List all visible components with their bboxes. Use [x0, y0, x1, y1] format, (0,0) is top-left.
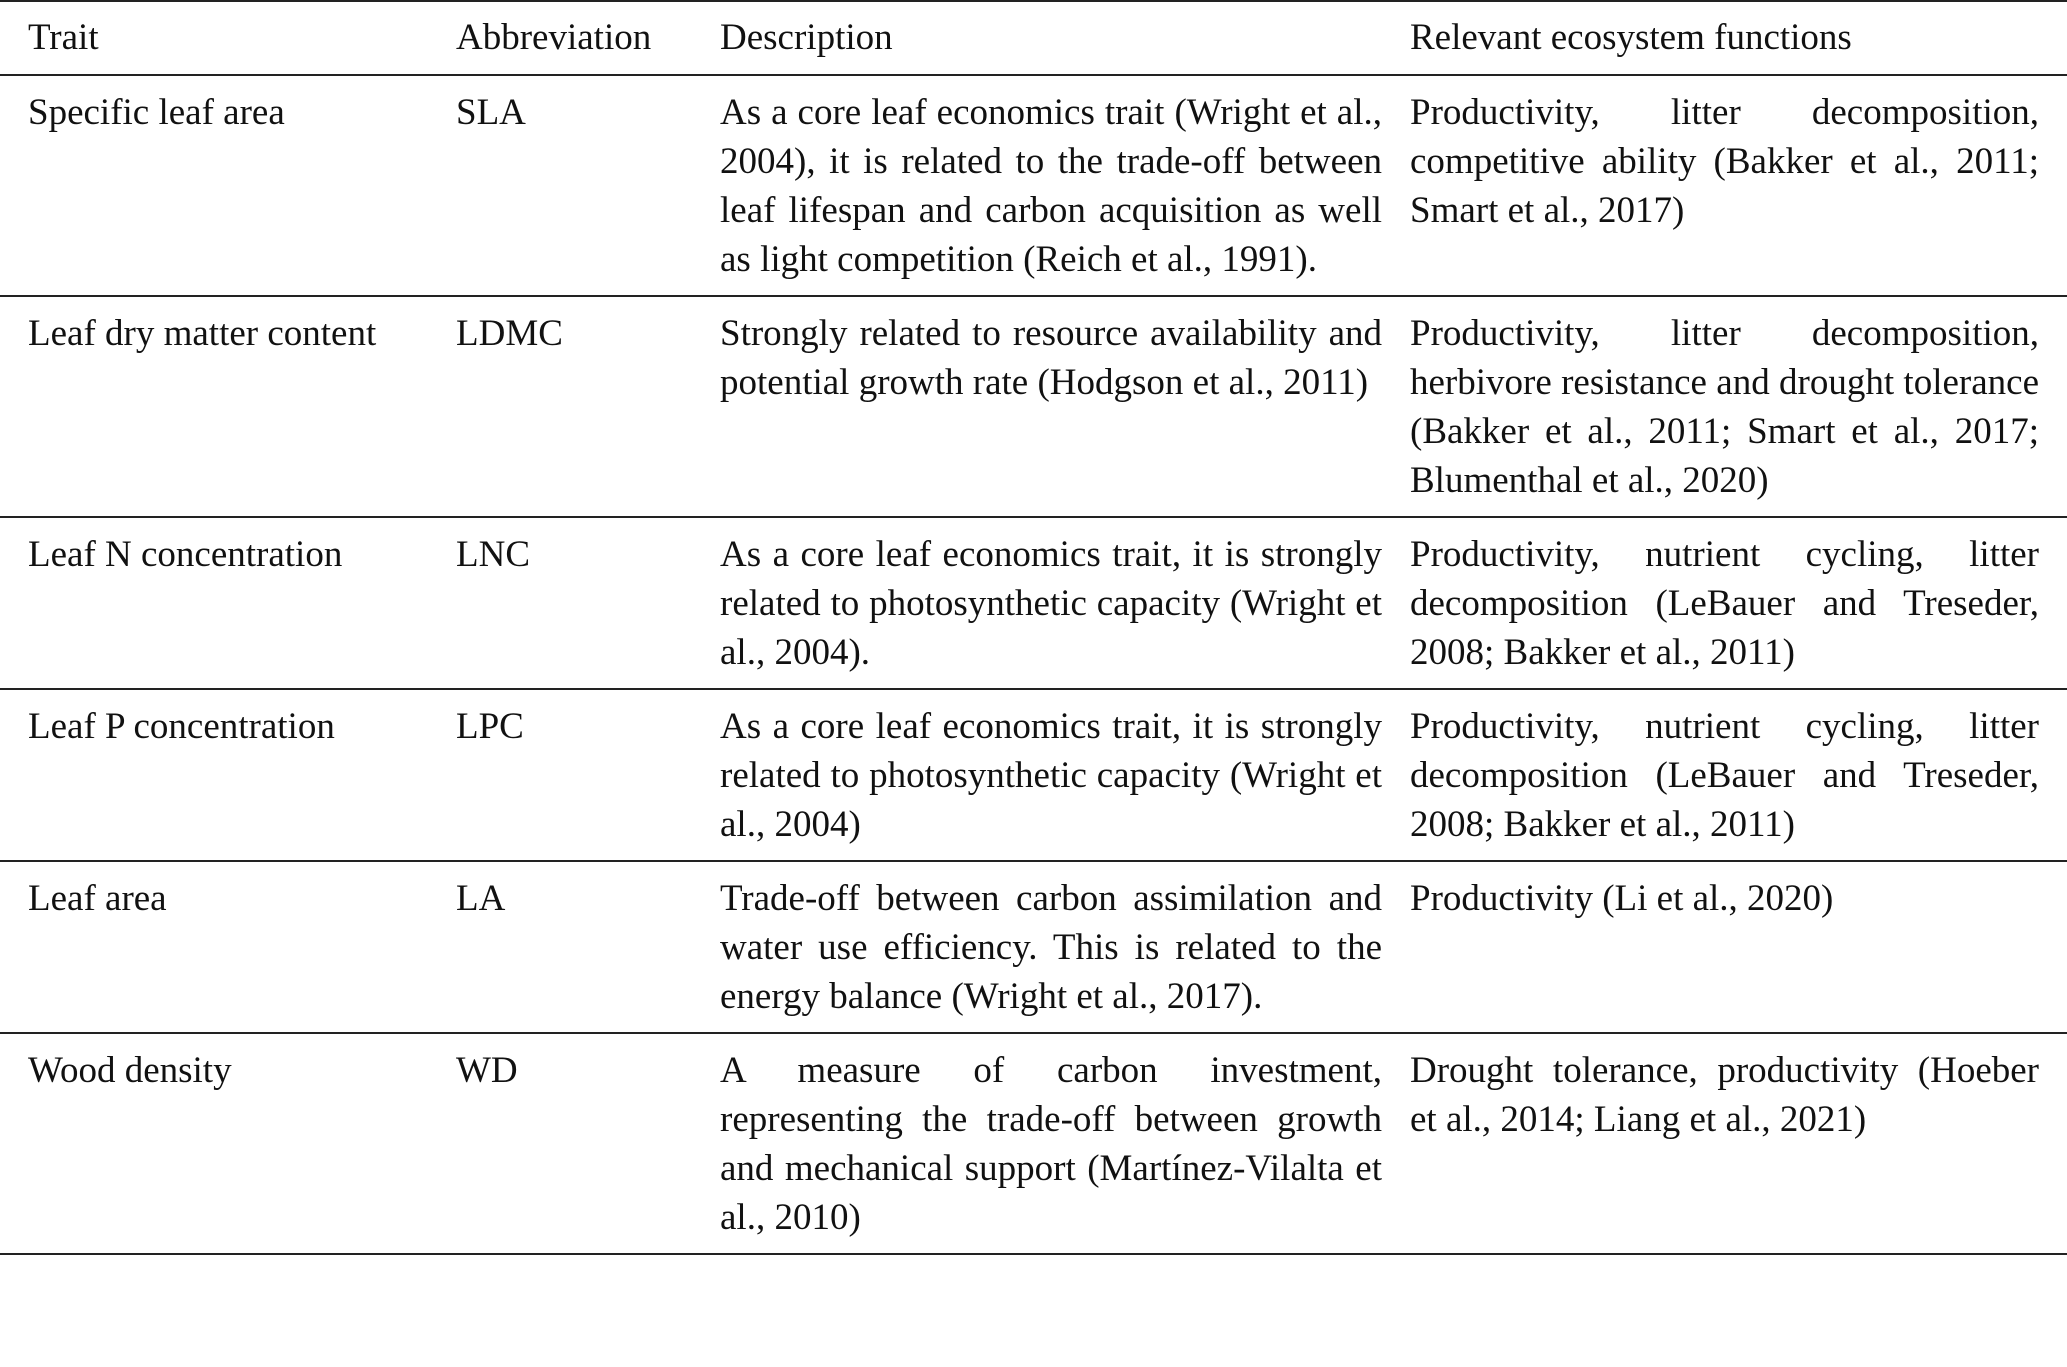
table-row — [0, 689, 2067, 861]
table-row — [0, 75, 2067, 296]
cell-description: A measure of carbon investment, representing the trade-off between growth and mechanical support (Martínez-Vilalta et al., 2010) — [720, 1050, 1382, 1238]
cell-functions: Productivity, nutrient cycling, litter decomposition (LeBauer and Treseder, 2008; Bakker et al., 2011) — [1410, 534, 2039, 673]
cell-trait: Leaf area — [28, 878, 167, 919]
cell-description: As a core leaf economics trait, it is strongly related to photosynthetic capacity (Wright et al., 2004) — [720, 706, 1382, 845]
cell-trait: Specific leaf area — [28, 92, 285, 133]
header-abbreviation: Abbreviation — [456, 17, 652, 58]
header-trait: Trait — [28, 17, 99, 58]
cell-trait: Wood density — [28, 1050, 232, 1091]
table-row — [0, 517, 2067, 689]
cell-description: Strongly related to resource availability and potential growth rate (Hodgson et al., 2011) — [720, 313, 1382, 403]
cell-trait: Leaf dry matter content — [28, 313, 377, 354]
cell-abbreviation: LDMC — [456, 313, 563, 354]
table-row — [0, 861, 2067, 1033]
header-functions: Relevant ecosystem functions — [1410, 17, 1852, 58]
cell-functions: Productivity, litter decomposition, competitive ability (Bakker et al., 2011; Smart et al., 2017) — [1410, 92, 2039, 231]
cell-trait: Leaf N concentration — [28, 534, 343, 575]
header-row — [0, 1, 2067, 75]
cell-abbreviation: LNC — [456, 534, 530, 575]
cell-description: As a core leaf economics trait (Wright et al., 2004), it is related to the trade-off between leaf lifespan and carbon acquisition as well as light competition (Reich et al., 1991). — [720, 92, 1382, 280]
cell-functions: Productivity, nutrient cycling, litter decomposition (LeBauer and Treseder, 2008; Bakker et al., 2011) — [1410, 706, 2039, 845]
cell-abbreviation: LA — [456, 878, 506, 919]
cell-abbreviation: LPC — [456, 706, 524, 747]
header-description: Description — [720, 17, 893, 58]
table-row — [0, 1033, 2067, 1254]
cell-abbreviation: WD — [456, 1050, 518, 1091]
table-row — [0, 296, 2067, 517]
table-body — [0, 75, 2067, 1254]
cell-trait: Leaf P concentration — [28, 706, 335, 747]
cell-functions: Productivity (Li et al., 2020) — [1410, 878, 1834, 919]
cell-functions: Drought tolerance, productivity (Hoeber et al., 2014; Liang et al., 2021) — [1410, 1050, 2039, 1140]
cell-abbreviation: SLA — [456, 92, 526, 133]
cell-description: Trade-off between carbon assimilation and water use efficiency. This is related to the energy balance (Wright et al., 2017). — [720, 878, 1382, 1017]
cell-description: As a core leaf economics trait, it is strongly related to photosynthetic capacity (Wright et al., 2004). — [720, 534, 1382, 673]
table-header — [0, 1, 2067, 75]
cell-functions: Productivity, litter decomposition, herbivore resistance and drought tolerance (Bakker et al., 2011; Smart et al., 2017; Blumenthal et al., 2020) — [1410, 313, 2039, 501]
